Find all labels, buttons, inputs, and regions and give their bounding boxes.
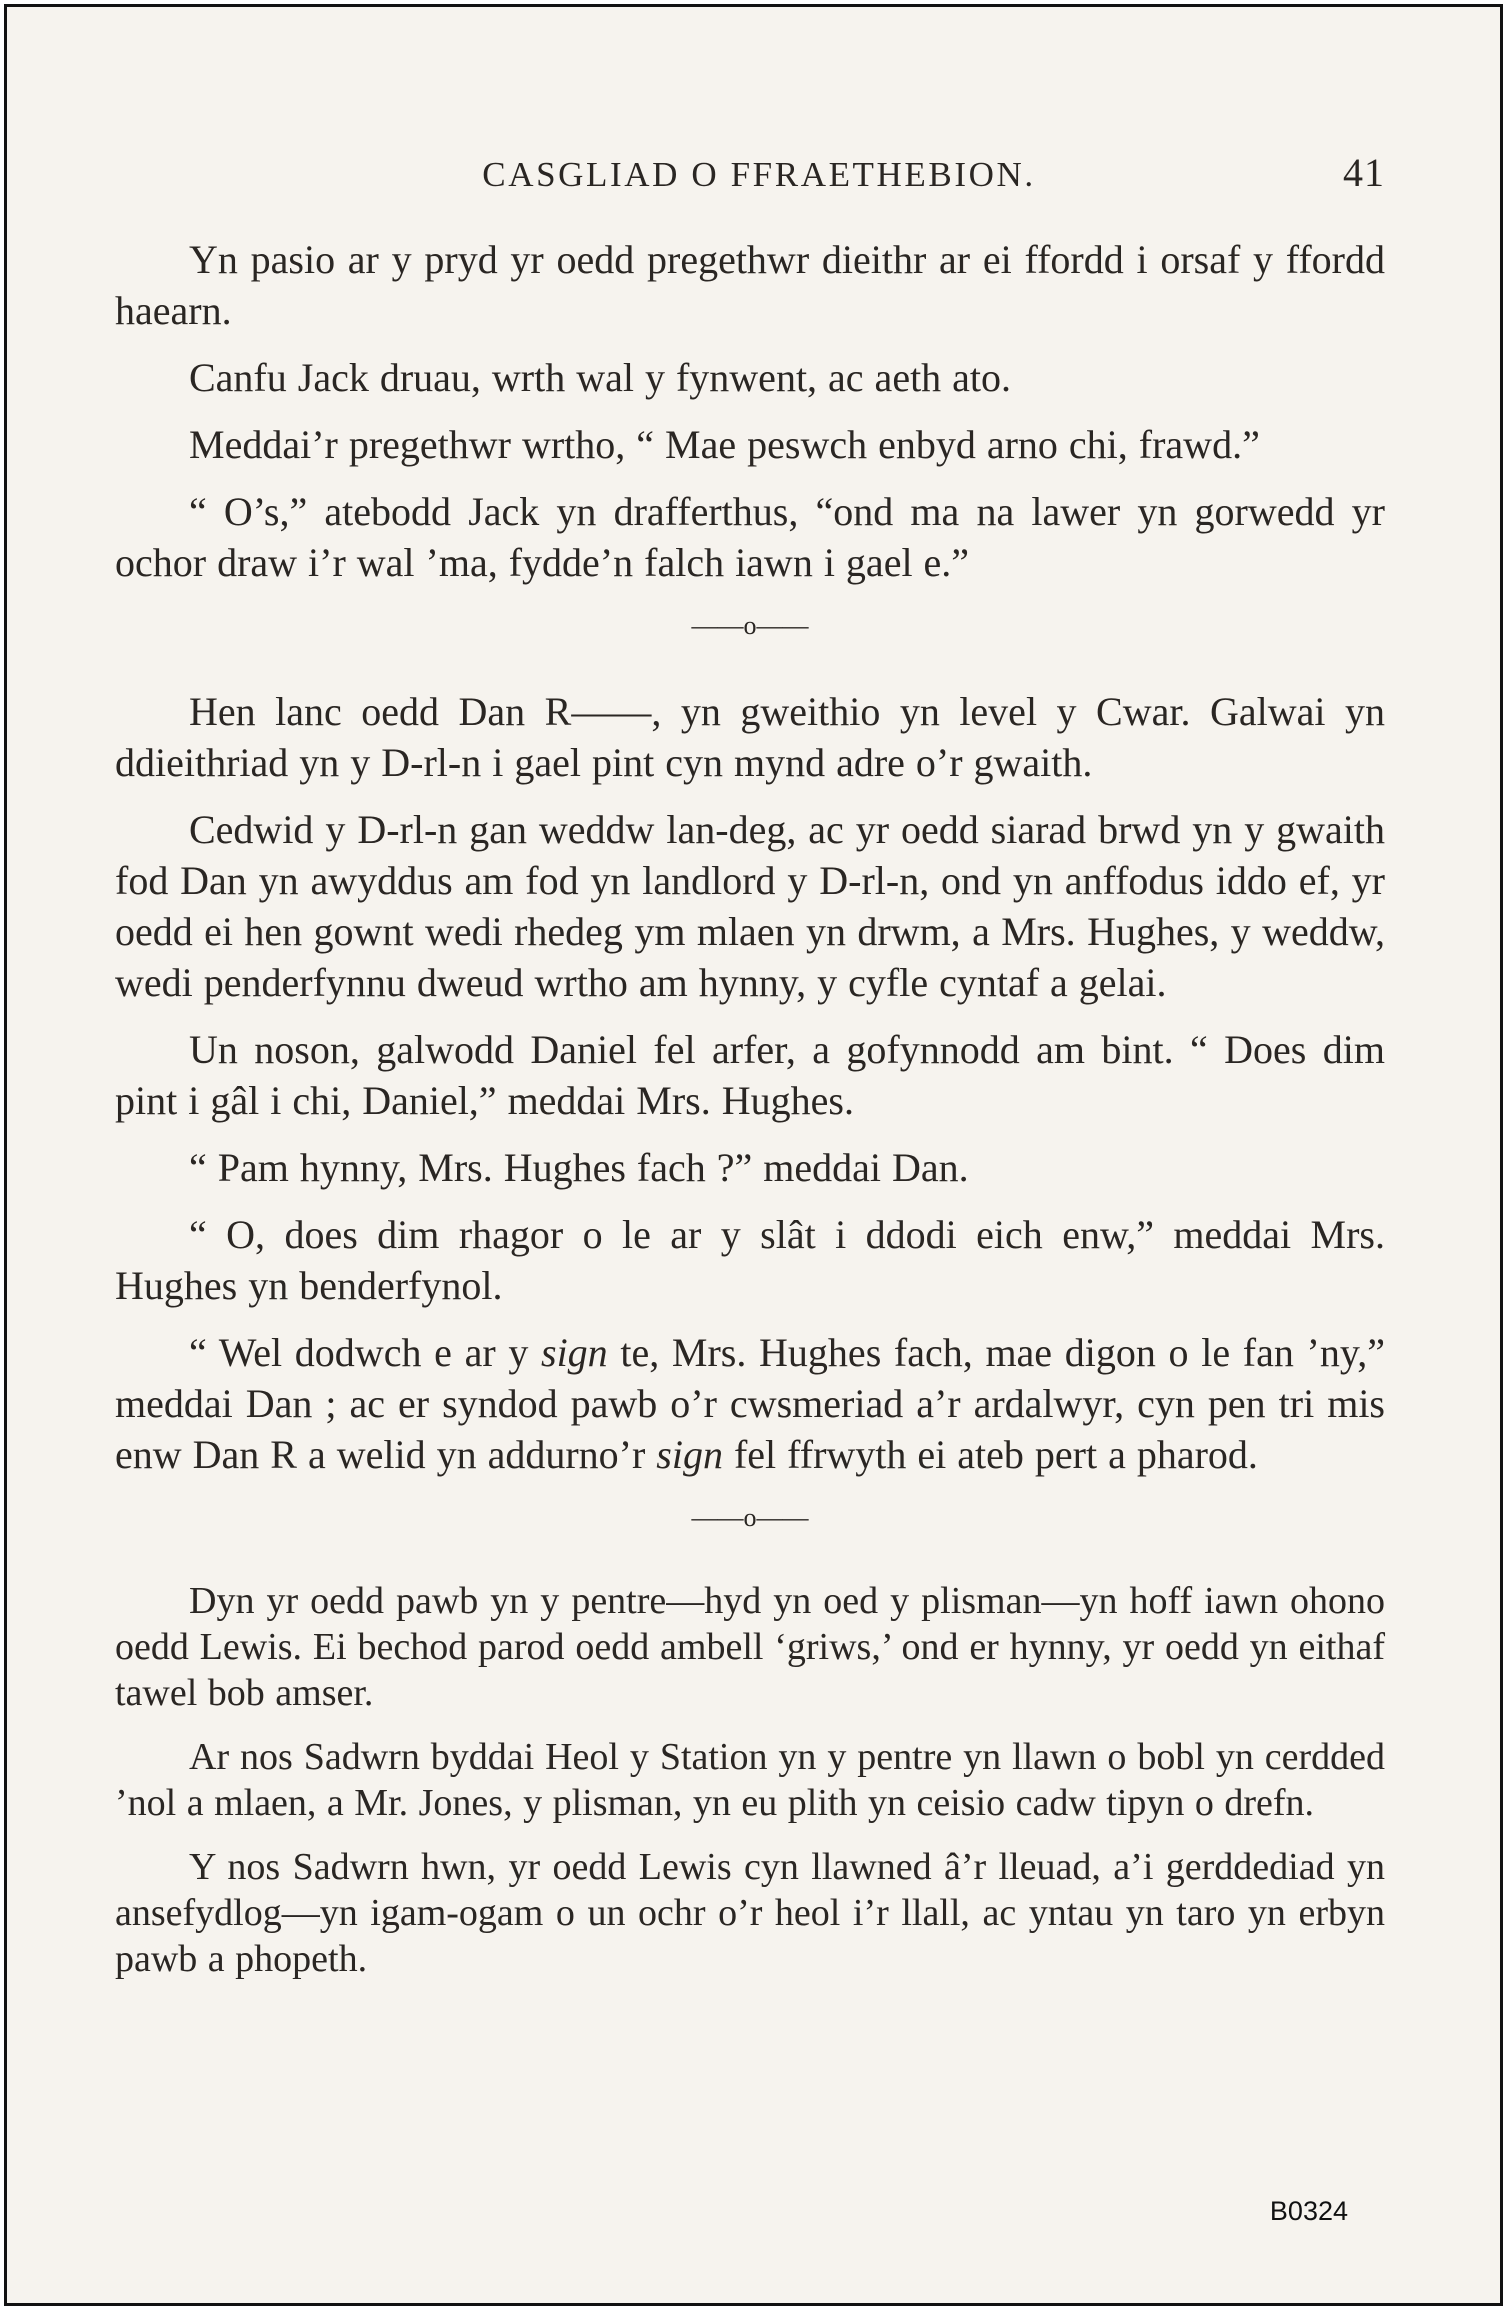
sign-italic-2: sign bbox=[656, 1432, 723, 1477]
paragraph: Ar nos Sadwrn byddai Heol y Station yn y pentre yn llawn o bobl yn cerdded ’nol a mlaen, a Mr. Jones, y plisman, yn eu plith yn ceisio cadw tipyn o drefn. bbox=[115, 1736, 1385, 1824]
paragraph: Hen lanc oedd Dan R——, yn gweithio yn level y Cwar. Galwai yn ddieithriad yn y D-rl-n i gael pint cyn mynd adre o’r gwaith. bbox=[115, 689, 1385, 785]
paragraph: Y nos Sadwrn hwn, yr oedd Lewis cyn llawned â’r lleuad, a’i gerddediad yn ansefydlog—yn igam-ogam o un ochr o’r heol i’r llall, ac yntau yn taro yn erbyn pawb a phopeth. bbox=[115, 1846, 1385, 1980]
paragraph: “ O’s,” atebodd Jack yn drafferthus, “ond ma na lawer yn gorwedd yr ochor draw i’r wal ’ma, fydde’n falch iawn i gael e.” bbox=[115, 489, 1385, 585]
book-page bbox=[4, 4, 1503, 2306]
sign-paragraph-text-2: te, Mrs. Hughes fach, mae digon o le fan ’ny,” meddai Dan ; ac er syndod pawb o’r cwsmeriad a’r ardalwyr, cyn pen tri mis enw Dan R a welid yn addurno’r bbox=[115, 1330, 1385, 1477]
paragraph: Meddai’r pregethwr wrtho, “ Mae peswch enbyd arno chi, frawd.” bbox=[189, 422, 1260, 467]
paragraph: “ Pam hynny, Mrs. Hughes fach ?” meddai Dan. bbox=[189, 1145, 969, 1190]
sign-paragraph-text-3: fel ffrwyth ei ateb pert a pharod. bbox=[722, 1432, 1258, 1477]
paragraph: Cedwid y D-rl-n gan weddw lan-deg, ac yr oedd siarad brwd yn y gwaith fod Dan yn awyddus am fod yn landlord y D-rl-n, ond yn anffodus iddo ef, yr oedd ei hen gownt wedi rhedeg ym mlaen yn drwm, a Mrs. Hughes, y weddw, wedi penderfynnu dweud wrtho am hynny, y cyfle cyntaf a gelai. bbox=[115, 807, 1385, 1005]
sign-italic-1: sign bbox=[541, 1330, 608, 1375]
section-separator: ——o—— bbox=[691, 611, 809, 640]
paragraph: “ O, does dim rhagor o le ar y slât i ddodi eich enw,” meddai Mrs. Hughes yn benderfynol. bbox=[115, 1212, 1385, 1308]
paragraph: Dyn yr oedd pawb yn y pentre—hyd yn oed y plisman—yn hoff iawn ohono oedd Lewis. Ei bechod parod oedd ambell ‘griws,’ ond er hynny, yr oedd yn eithaf tawel bob amser. bbox=[115, 1580, 1385, 1714]
section-separator: ——o—— bbox=[691, 1503, 809, 1532]
running-title: CASGLIAD O FFRAETHEBION. bbox=[482, 155, 1036, 194]
paragraph: Yn pasio ar y pryd yr oedd pregethwr dieithr ar ei ffordd i orsaf y ffordd haearn. bbox=[115, 237, 1385, 333]
paragraph: Un noson, galwodd Daniel fel arfer, a gofynnodd am bint. “ Does dim pint i gâl i chi, Daniel,” meddai Mrs. Hughes. bbox=[115, 1027, 1385, 1123]
sign-paragraph bbox=[115, 1327, 1385, 1480]
anecdote-dan bbox=[115, 686, 1385, 1480]
anecdote-jack bbox=[115, 234, 1385, 588]
anecdote-lewis bbox=[115, 1578, 1385, 1982]
paragraph: Canfu Jack druau, wrth wal y fynwent, ac aeth ato. bbox=[189, 355, 1012, 400]
page-content bbox=[115, 147, 1385, 2000]
page-header bbox=[115, 147, 1385, 200]
catalog-number: B0324 bbox=[1269, 2196, 1348, 2226]
sign-paragraph-text-1: “ Wel dodwch e ar y bbox=[189, 1330, 541, 1375]
page-number: 41 bbox=[1343, 150, 1385, 195]
